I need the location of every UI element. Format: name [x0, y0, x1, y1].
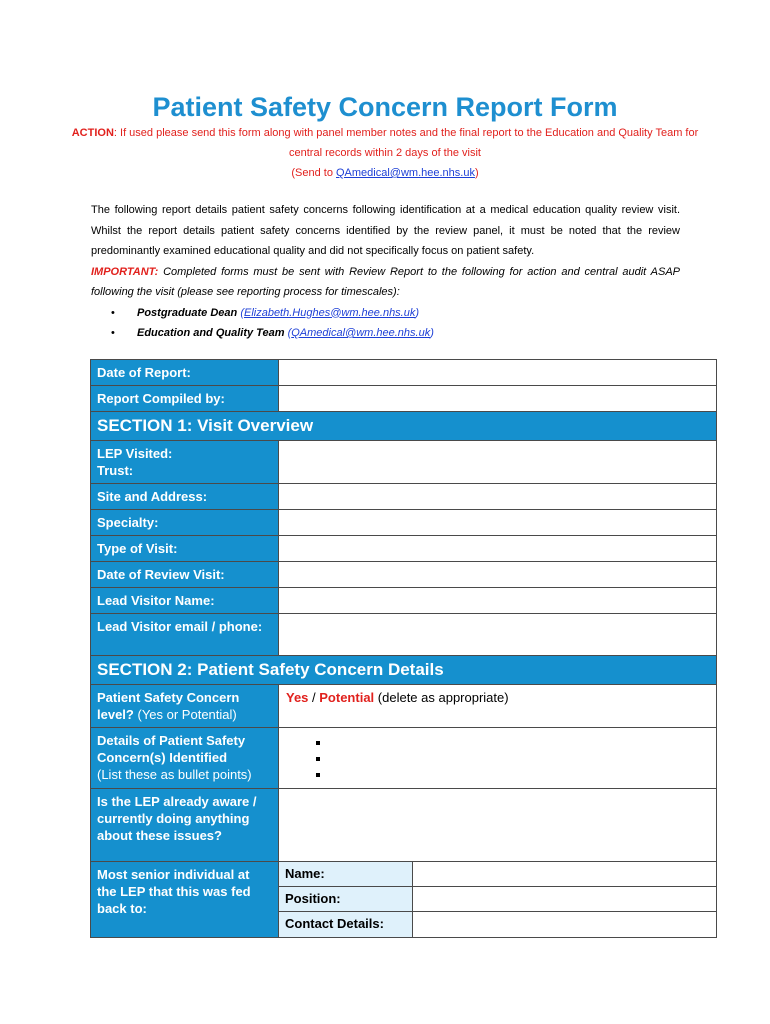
recipient-role: Postgraduate Dean	[137, 306, 238, 319]
lead-visitor-name-label: Lead Visitor Name:	[91, 588, 279, 614]
send-email-link[interactable]: QAmedical@wm.hee.nhs.uk	[336, 167, 475, 179]
send-suffix: )	[474, 167, 479, 179]
concern-level-text: Patient Safety Concern level?	[97, 690, 240, 722]
report-form-table	[90, 359, 717, 938]
concern-details-text: Details of Patient Safety Concern(s) Identified	[97, 733, 246, 765]
concern-level-field[interactable]	[279, 685, 717, 728]
name-field[interactable]	[412, 862, 716, 887]
lep-trust-label	[91, 441, 279, 484]
date-of-review-visit-field[interactable]	[279, 562, 717, 588]
list-item: • Education and Quality Team (QAmedical@wm.hee.nhs.uk)	[91, 323, 680, 344]
type-of-visit-label: Type of Visit:	[91, 536, 279, 562]
lead-visitor-contact-label: Lead Visitor email / phone:	[91, 614, 279, 656]
slash-separator: /	[308, 690, 320, 705]
recipient-list	[91, 303, 680, 344]
delete-note: (delete as appropriate)	[374, 690, 509, 705]
lep-trust-field[interactable]	[279, 441, 717, 484]
specialty-field[interactable]	[279, 510, 717, 536]
date-of-review-visit-label: Date of Review Visit:	[91, 562, 279, 588]
important-label: IMPORTANT	[91, 265, 155, 278]
concern-details-field[interactable]	[279, 728, 717, 789]
report-compiled-by-label: Report Compiled by:	[91, 386, 279, 412]
lep-aware-label: Is the LEP already aware / currently doing anything about these issues?	[91, 789, 279, 862]
concern-bullet-list	[286, 736, 709, 784]
lead-visitor-name-field[interactable]	[279, 588, 717, 614]
trust-label: Trust:	[97, 463, 134, 478]
recipient-role: Education and Quality Team	[137, 327, 285, 339]
site-address-label: Site and Address:	[91, 484, 279, 510]
position-label: Position:	[279, 887, 412, 912]
intro-paragraph: The following report details patient safety concerns following identification at a medical education quality review visit. Whilst the report details patient safety concerns identified by the review panel, it must be noted that the review predominantly examined educational quality and did not specifically focus on patient safety.	[91, 204, 680, 257]
list-item	[286, 736, 709, 752]
potential-option: Potential	[319, 690, 375, 705]
concern-details-hint: (List these as bullet points)	[97, 767, 252, 782]
recipient-email-link[interactable]: QAmedical@wm.hee.nhs.uk	[291, 327, 431, 339]
contact-details-label: Contact Details:	[279, 912, 412, 937]
lep-visited-label: LEP Visited:	[97, 446, 173, 461]
specialty-label: Specialty:	[91, 510, 279, 536]
senior-individual-table	[279, 862, 716, 937]
position-field[interactable]	[412, 887, 716, 912]
intro-section	[91, 200, 680, 344]
important-note: IMPORTANT: Completed forms must be sent with Review Report to the following for action and central audit ASAP following the visit (please see reporting process for timescales):	[91, 265, 680, 298]
concern-level-label	[91, 685, 279, 728]
contact-details-field[interactable]	[412, 912, 716, 937]
send-prefix: (Send to	[291, 167, 336, 179]
action-text: : If used please send this form along with panel member notes and the final report to the Education and Quality Team for central records within 2 days of the visit	[113, 127, 699, 159]
section-1-heading: SECTION 1: Visit Overview	[91, 412, 717, 441]
concern-level-hint: (Yes or Potential)	[137, 707, 237, 722]
page-title: Patient Safety Concern Report Form	[152, 92, 618, 122]
senior-individual-label: Most senior individual at the LEP that this was fed back to:	[91, 862, 279, 938]
yes-option: Yes	[286, 690, 309, 705]
date-of-report-label: Date of Report:	[91, 360, 279, 386]
type-of-visit-field[interactable]	[279, 536, 717, 562]
list-item	[286, 768, 709, 784]
date-of-report-field[interactable]	[279, 360, 717, 386]
recipient-email-link[interactable]: Elizabeth.Hughes@wm.hee.nhs.uk	[243, 306, 416, 319]
action-label: ACTION	[71, 127, 114, 139]
action-instructions	[60, 123, 710, 183]
important-text: Completed forms must be sent with Review Report to the following for action and central audit ASAP following the visit (please see reporting process for timescales):	[91, 265, 680, 298]
list-item: • Postgraduate Dean (Elizabeth.Hughes@wm.hee.nhs.uk)	[91, 303, 680, 324]
lep-aware-field[interactable]	[279, 789, 717, 862]
senior-individual-cell	[279, 862, 717, 938]
report-compiled-by-field[interactable]	[279, 386, 717, 412]
lead-visitor-contact-field[interactable]	[279, 614, 717, 656]
list-item	[286, 752, 709, 768]
site-address-field[interactable]	[279, 484, 717, 510]
section-2-heading: SECTION 2: Patient Safety Concern Details	[91, 656, 717, 685]
concern-details-label	[91, 728, 279, 789]
name-label: Name:	[279, 862, 412, 887]
